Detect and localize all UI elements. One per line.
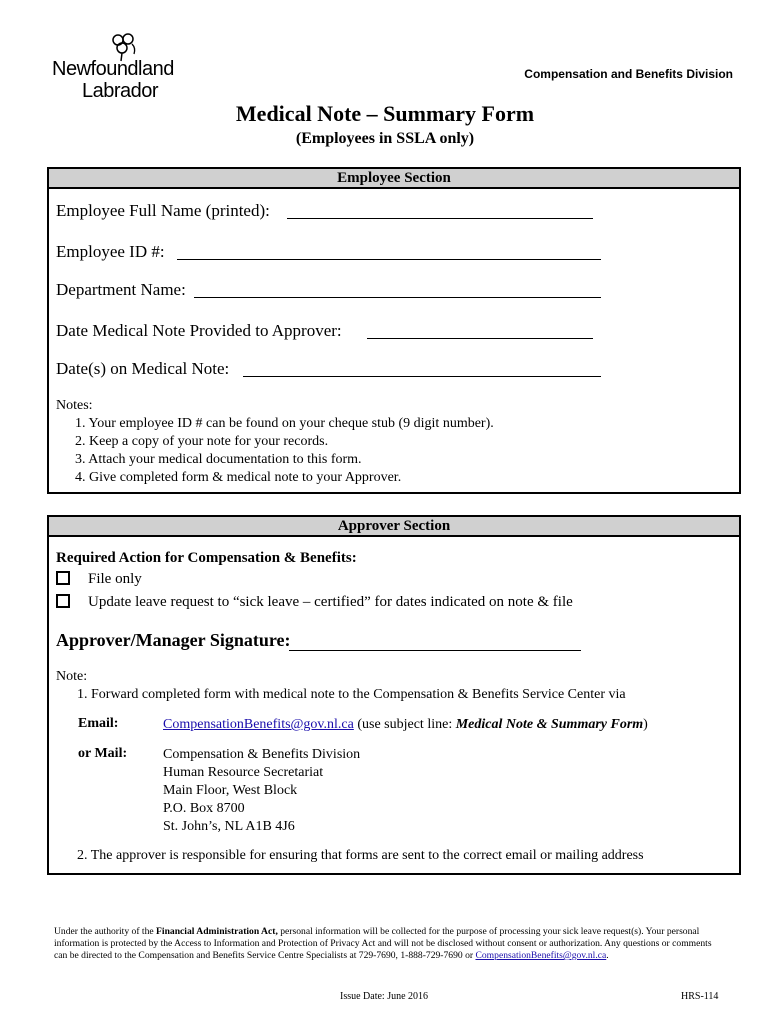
required-action-heading: Required Action for Compensation & Benefits: <box>56 550 357 566</box>
mail-line: Human Resource Secretariat <box>163 765 324 780</box>
privacy-notice <box>54 926 714 962</box>
update-leave-label: Update leave request to “sick leave – certified” for dates indicated on note & file <box>88 594 573 610</box>
list-item: 1. Your employee ID # can be found on your cheque stub (9 digit number). <box>75 416 494 431</box>
privacy-text: Under the authority of the <box>54 926 157 937</box>
file-only-label: File only <box>88 571 142 587</box>
approver-section-header: Approver Section <box>49 517 739 537</box>
form-number: HRS-114 <box>681 991 719 1002</box>
email-link[interactable]: CompensationBenefits@gov.nl.ca <box>163 717 354 732</box>
date-provided-label: Date Medical Note Provided to Approver: <box>56 321 342 340</box>
email-label: Email: <box>78 716 119 731</box>
nl-logo <box>52 32 192 102</box>
list-item: 4. Give completed form & medical note to your Approver. <box>75 470 402 485</box>
notes-list <box>75 415 494 487</box>
mail-line: P.O. Box 8700 <box>163 801 245 816</box>
dates-on-note-label: Date(s) on Medical Note: <box>56 359 230 378</box>
approver-note-label: Note: <box>56 669 88 684</box>
employee-section <box>47 167 741 494</box>
act-name: Financial Administration Act, <box>156 926 278 937</box>
email-subject-suffix: ) <box>643 717 648 732</box>
approver-section <box>47 515 741 875</box>
signature-label: Approver/Manager Signature: <box>56 630 291 650</box>
employee-id-field[interactable] <box>177 259 601 260</box>
mail-address <box>163 746 360 836</box>
mail-line: Main Floor, West Block <box>163 783 298 798</box>
dates-on-note-field[interactable] <box>243 376 601 377</box>
department-name-label: Department Name: <box>56 280 186 299</box>
division-name: Compensation and Benefits Division <box>524 67 733 81</box>
privacy-text: . <box>606 950 609 961</box>
email-subject-prefix: (use subject line: <box>353 717 456 732</box>
employee-name-label: Employee Full Name (printed): <box>56 201 270 220</box>
date-provided-field[interactable] <box>367 338 593 339</box>
instruction-2: 2. The approver is responsible for ensuring that forms are sent to the correct email or mailing address <box>77 848 644 863</box>
employee-id-label: Employee ID #: <box>56 242 165 261</box>
notes-label: Notes: <box>56 398 93 413</box>
email-subject: Medical Note & Summary Form <box>455 717 644 732</box>
list-item: 2. Keep a copy of your note for your records. <box>75 434 329 449</box>
employee-section-header: Employee Section <box>49 169 739 189</box>
mail-line: St. John’s, NL A1B 4J6 <box>163 819 295 834</box>
form-subtitle: (Employees in SSLA only) <box>295 130 475 147</box>
logo-text-labrador: Labrador <box>82 80 159 102</box>
instruction-1: 1. Forward completed form with medical note to the Compensation & Benefits Service Center via <box>77 687 626 702</box>
mail-label: or Mail: <box>78 746 128 761</box>
footer-email-link[interactable]: CompensationBenefits@gov.nl.ca <box>475 950 607 961</box>
employee-name-field[interactable] <box>287 218 593 219</box>
update-leave-checkbox[interactable] <box>56 594 70 608</box>
logo-text-newfoundland: Newfoundland <box>52 58 174 80</box>
issue-date: Issue Date: June 2016 <box>340 991 429 1002</box>
file-only-checkbox[interactable] <box>56 571 70 585</box>
list-item: 3. Attach your medical documentation to this form. <box>75 452 362 467</box>
option-file-only <box>56 571 142 588</box>
mail-line: Compensation & Benefits Division <box>163 747 361 762</box>
department-name-field[interactable] <box>194 297 601 298</box>
privacy-text: personal information will be collected for the purpose of processing your sick leave request(s). Your personal information is protected by the Access to Information and Protection of Privacy Act and will not be disclosed without consent or authorization. Any questions or comments can be directed to the Compensation and Benefits Service Centre Specialists at 729-7690, 1-888-729-7690 or <box>54 926 712 961</box>
signature-field[interactable] <box>289 650 581 651</box>
email-line <box>163 716 648 734</box>
form-title: Medical Note – Summary Form <box>235 101 535 126</box>
option-update-leave <box>56 594 573 611</box>
